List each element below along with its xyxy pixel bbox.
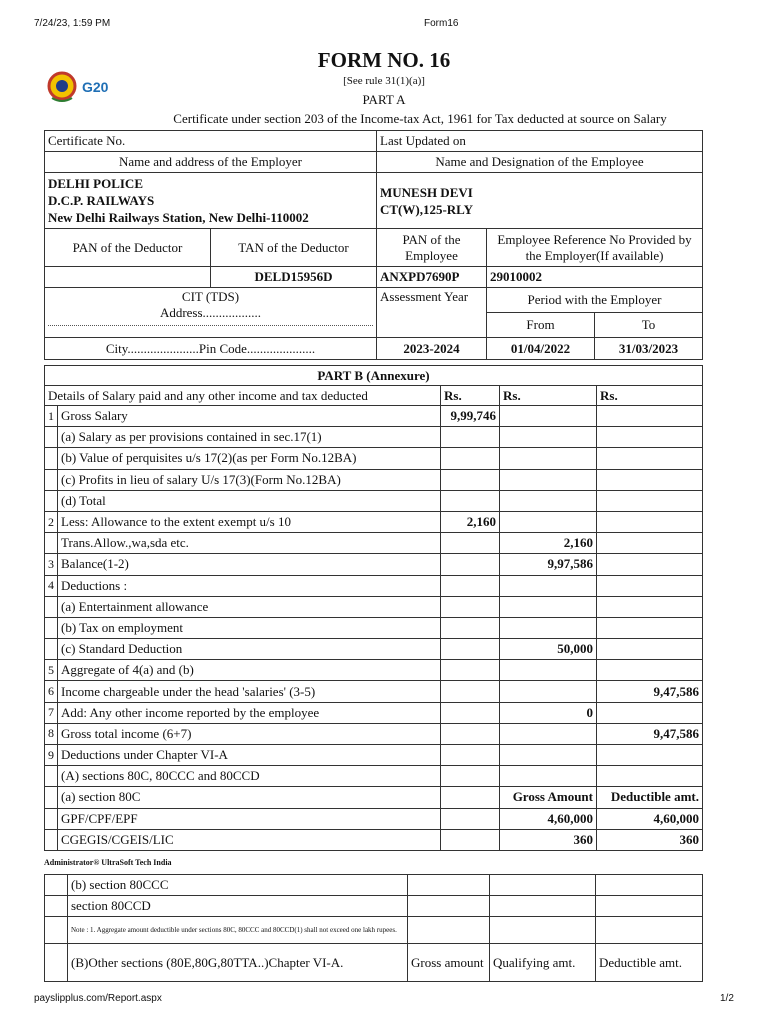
employer-line1: DELHI POLICE: [48, 176, 143, 191]
amount-col-3: 360: [597, 829, 703, 850]
table-row: [45, 511, 703, 532]
amount-col-2: 0: [500, 702, 597, 723]
table-row: [45, 639, 703, 660]
amount-col-3: [597, 766, 703, 787]
amount-col-2: [500, 448, 597, 469]
pan-deductor-label: PAN of the Deductor: [45, 229, 211, 267]
row-number: [45, 639, 58, 660]
row-label: Deductions :: [58, 575, 441, 596]
row-number: [45, 427, 58, 448]
amount-col-1: [441, 533, 500, 554]
amount-col-3: [597, 660, 703, 681]
rs-col-2: Rs.: [500, 386, 597, 406]
assessment-year-value: 2023-2024: [377, 338, 487, 360]
amount-col-1: [441, 639, 500, 660]
table-row: [45, 702, 703, 723]
section-80ccd: section 80CCD: [68, 896, 408, 917]
tan-deductor-label: TAN of the Deductor: [211, 229, 377, 267]
amount-col-1: [441, 702, 500, 723]
row-label: (a) Entertainment allowance: [58, 596, 441, 617]
amount-col-3: [597, 575, 703, 596]
amount-col-2: 4,60,000: [500, 808, 597, 829]
amount-col-3: [597, 511, 703, 532]
amount-col-2: 9,97,586: [500, 554, 597, 575]
rs-col-3: Rs.: [597, 386, 703, 406]
row-number: 6: [45, 681, 58, 702]
table-row: [45, 596, 703, 617]
table-row: [45, 808, 703, 829]
table-row: [45, 469, 703, 490]
amount-col-3: [597, 702, 703, 723]
amount-col-3: [597, 639, 703, 660]
details-label: Details of Salary paid and any other income and tax deducted: [45, 386, 441, 406]
amount-col-1: [441, 745, 500, 766]
row-number: [45, 829, 58, 850]
row-label: Aggregate of 4(a) and (b): [58, 660, 441, 681]
amount-col-1: [441, 490, 500, 511]
amount-col-1: [441, 766, 500, 787]
period-label: Period with the Employer: [487, 288, 703, 313]
employee-name: MUNESH DEVI: [380, 184, 473, 200]
amount-col-2: [500, 681, 597, 702]
assessment-year-label: Assessment Year: [377, 288, 487, 338]
amount-col-1: [441, 554, 500, 575]
table-row: [45, 533, 703, 554]
row-label: (A) sections 80C, 80CCC and 80CCD: [58, 766, 441, 787]
cit-label: CIT (TDS): [181, 289, 240, 304]
address-label: Address..................: [48, 305, 373, 326]
city-pin-label: City......................Pin Code.....................: [45, 338, 377, 360]
amount-col-3: 4,60,000: [597, 808, 703, 829]
amount-col-2: 2,160: [500, 533, 597, 554]
amount-col-3: [597, 427, 703, 448]
employee-designation: CT(W),125-RLY: [380, 201, 474, 217]
amount-col-1: [441, 596, 500, 617]
amount-col-2: [500, 660, 597, 681]
amount-col-2: [500, 745, 597, 766]
employer-line3: New Delhi Railways Station, New Delhi-110002: [48, 210, 309, 225]
row-label: Add: Any other income reported by the employee: [58, 702, 441, 723]
amount-col-2: [500, 617, 597, 638]
employee-label: Name and Designation of the Employee: [377, 152, 703, 173]
form-title: FORM NO. 16: [317, 48, 451, 72]
amount-col-1: [441, 829, 500, 850]
row-number: 7: [45, 702, 58, 723]
table-row: [45, 448, 703, 469]
table-row: [45, 575, 703, 596]
amount-col-3: [597, 533, 703, 554]
amount-col-2: [500, 427, 597, 448]
deductible-amt-label: Deductible amt.: [596, 944, 703, 982]
part-b-table: [44, 365, 703, 851]
from-label: From: [487, 313, 595, 338]
amount-col-2: [500, 490, 597, 511]
tan-deductor-value: DELD15956D: [211, 267, 377, 288]
amount-col-3: [597, 469, 703, 490]
amount-col-1: [441, 681, 500, 702]
amount-col-2: [500, 575, 597, 596]
row-label: (c) Standard Deduction: [58, 639, 441, 660]
row-number: [45, 490, 58, 511]
gross-amount-label: Gross amount: [408, 944, 490, 982]
table-row: [45, 681, 703, 702]
row-number: [45, 596, 58, 617]
amount-col-3: Deductible amt.: [597, 787, 703, 808]
row-number: 8: [45, 723, 58, 744]
amount-col-1: [441, 617, 500, 638]
amount-col-1: [441, 723, 500, 744]
table-row: [45, 660, 703, 681]
other-sections: (B)Other sections (80E,80G,80TTA..)Chapter VI-A.: [68, 944, 408, 982]
print-page-num: 1/2: [720, 993, 734, 1004]
row-number: 1: [45, 406, 58, 427]
table-row: [45, 766, 703, 787]
row-number: 5: [45, 660, 58, 681]
employee-details: [377, 173, 703, 229]
pan-employee-value: ANXPD7690P: [377, 267, 487, 288]
row-number: [45, 617, 58, 638]
amount-col-3: [597, 617, 703, 638]
row-label: (d) Total: [58, 490, 441, 511]
table-row: [45, 723, 703, 744]
rs-col-1: Rs.: [441, 386, 500, 406]
certificate-no-label: Certificate No.: [45, 131, 377, 152]
row-number: [45, 469, 58, 490]
section-80ccc: (b) section 80CCC: [68, 875, 408, 896]
row-label: Income chargeable under the head 'salaries' (3-5): [58, 681, 441, 702]
row-number: 4: [45, 575, 58, 596]
row-number: [45, 808, 58, 829]
form-rule: [See rule 31(1)(a)]: [343, 75, 425, 87]
amount-col-3: 9,47,586: [597, 681, 703, 702]
employer-details: [45, 173, 377, 229]
amount-col-1: [441, 660, 500, 681]
amount-col-2: Gross Amount: [500, 787, 597, 808]
amount-col-3: [597, 554, 703, 575]
row-number: [45, 787, 58, 808]
amount-col-3: [597, 406, 703, 427]
pan-employee-label: PAN of the Employee: [377, 229, 487, 267]
amount-col-2: [500, 596, 597, 617]
row-number: 2: [45, 511, 58, 532]
part-b-body: [45, 406, 703, 851]
last-updated-label: Last Updated on: [377, 131, 703, 152]
amount-col-2: [500, 511, 597, 532]
table-row: [45, 829, 703, 850]
form-subtitle: Certificate under section 203 of the Income-tax Act, 1961 for Tax deducted at source on Salary: [173, 111, 667, 126]
row-number: 3: [45, 554, 58, 575]
part-a-table: [44, 130, 703, 360]
amount-col-1: [441, 469, 500, 490]
amount-col-1: [441, 575, 500, 596]
print-datetime: 7/24/23, 1:59 PM: [34, 18, 111, 29]
table-row: [45, 406, 703, 427]
admin-credit: Administrator® UltraSoft Tech India: [44, 858, 172, 867]
row-label: (a) Salary as per provisions contained in sec.17(1): [58, 427, 441, 448]
print-url: payslipplus.com/Report.aspx: [34, 993, 162, 1004]
row-label: Gross total income (6+7): [58, 723, 441, 744]
row-number: [45, 766, 58, 787]
amount-col-2: 360: [500, 829, 597, 850]
row-number: 9: [45, 745, 58, 766]
pan-deductor-value: [45, 267, 211, 288]
amount-col-1: 9,99,746: [441, 406, 500, 427]
emp-ref-value: 29010002: [487, 267, 703, 288]
amount-col-2: [500, 469, 597, 490]
cit-block: [45, 288, 377, 338]
amount-col-1: 2,160: [441, 511, 500, 532]
employer-label: Name and address of the Employer: [45, 152, 377, 173]
table-row: [45, 490, 703, 511]
table-row: [45, 427, 703, 448]
amount-col-3: [597, 596, 703, 617]
print-page-title: Form16: [424, 18, 459, 29]
amount-col-3: [597, 745, 703, 766]
row-label: Deductions under Chapter VI-A: [58, 745, 441, 766]
row-label: (a) section 80C: [58, 787, 441, 808]
part-a-heading: PART A: [362, 92, 406, 107]
emp-ref-label: Employee Reference No Provided by the Employer(If available): [487, 229, 703, 267]
row-number: [45, 448, 58, 469]
amount-col-1: [441, 427, 500, 448]
to-label: To: [595, 313, 703, 338]
row-label: CGEGIS/CGEIS/LIC: [58, 829, 441, 850]
amount-col-2: [500, 766, 597, 787]
amount-col-1: [441, 808, 500, 829]
row-label: Less: Allowance to the extent exempt u/s 10: [58, 511, 441, 532]
amount-col-3: [597, 448, 703, 469]
row-label: (b) Value of perquisites u/s 17(2)(as per Form No.12BA): [58, 448, 441, 469]
qualifying-amt-label: Qualifying amt.: [490, 944, 596, 982]
row-label: (c) Profits in lieu of salary U/s 17(3)(Form No.12BA): [58, 469, 441, 490]
employer-line2: D.C.P. RAILWAYS: [48, 193, 155, 208]
row-label: Trans.Allow.,wa,sda etc.: [58, 533, 441, 554]
table-row: [45, 617, 703, 638]
row-label: Gross Salary: [58, 406, 441, 427]
table-row: [45, 745, 703, 766]
table-row: [45, 554, 703, 575]
row-number: [45, 533, 58, 554]
amount-col-3: [597, 490, 703, 511]
amount-col-2: 50,000: [500, 639, 597, 660]
aggregate-note: Note : 1. Aggregate amount deductible under sections 80C, 80CCC and 80CCD(1) shall not exceed one lakh rupees.: [68, 917, 408, 944]
row-label: Balance(1-2): [58, 554, 441, 575]
row-label: (b) Tax on employment: [58, 617, 441, 638]
g20-text: G20: [82, 79, 109, 95]
deductions-table: [44, 874, 703, 982]
to-value: 31/03/2023: [595, 338, 703, 360]
amount-col-1: [441, 787, 500, 808]
part-b-title: PART B (Annexure): [45, 366, 703, 386]
amount-col-2: [500, 723, 597, 744]
amount-col-1: [441, 448, 500, 469]
from-value: 01/04/2022: [487, 338, 595, 360]
row-label: GPF/CPF/EPF: [58, 808, 441, 829]
amount-col-2: [500, 406, 597, 427]
table-row: [45, 787, 703, 808]
amount-col-3: 9,47,586: [597, 723, 703, 744]
